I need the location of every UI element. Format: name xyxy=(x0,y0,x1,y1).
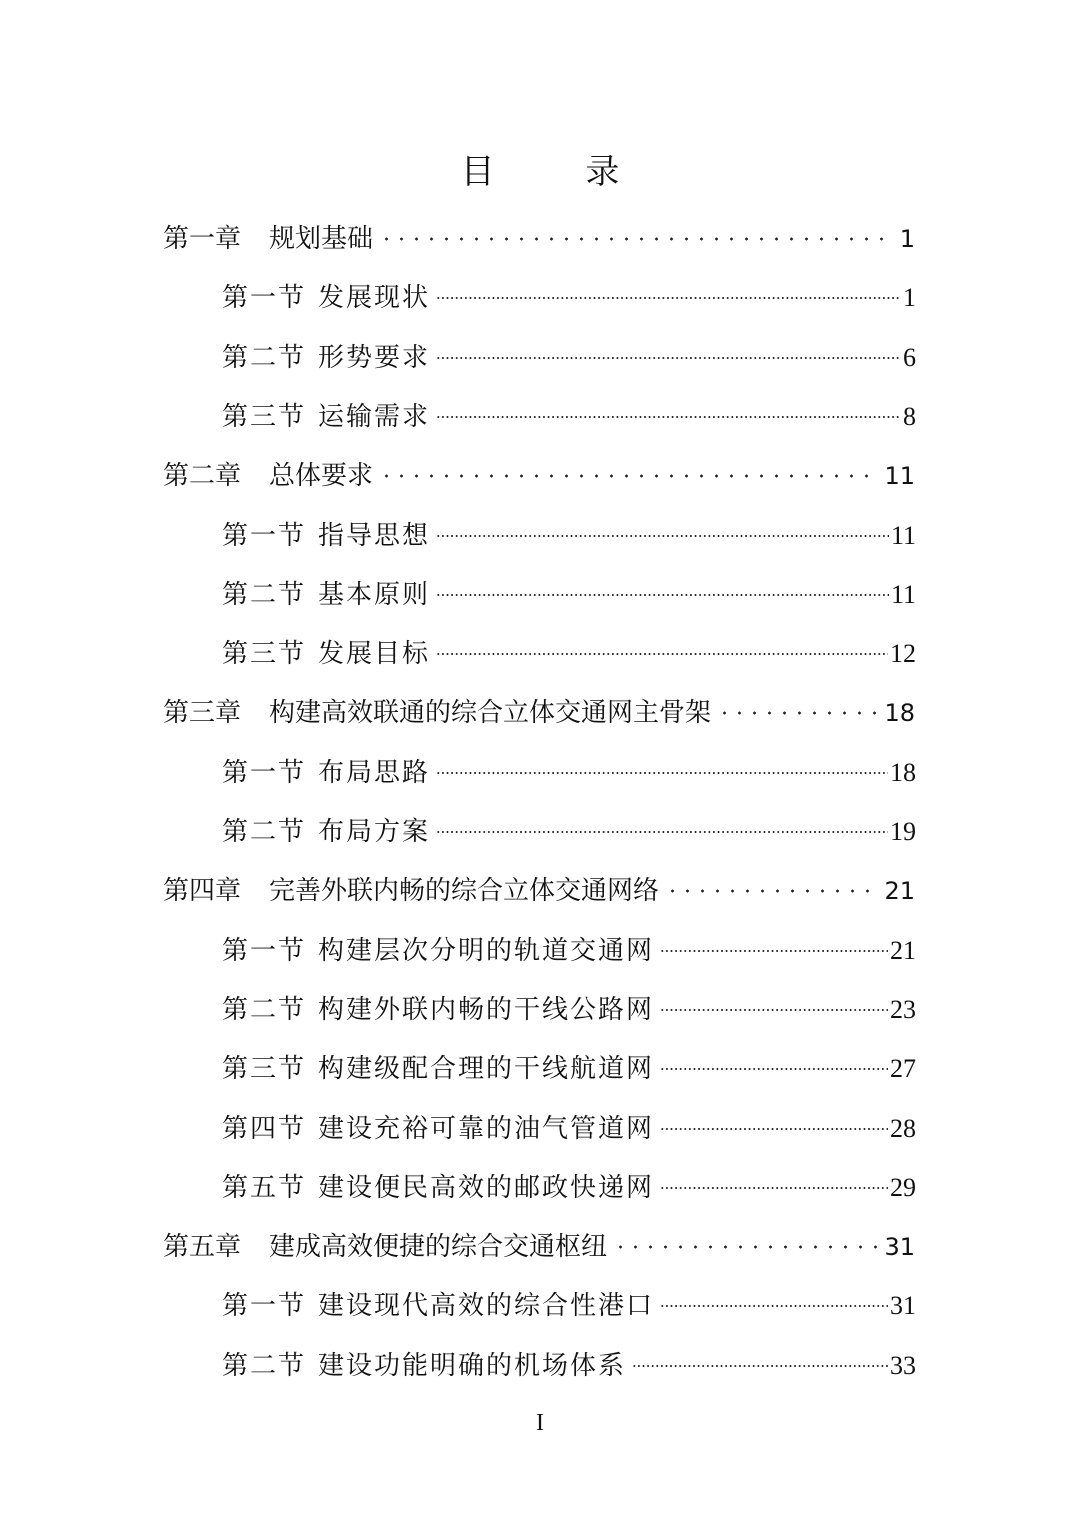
page-number: 31 xyxy=(890,1291,916,1321)
toc-entry-section[interactable] xyxy=(222,1048,916,1092)
section-title: 发展现状 xyxy=(318,283,431,314)
dot-leader xyxy=(436,771,888,775)
section-title: 布局方案 xyxy=(318,817,431,847)
section-number: 第二节 xyxy=(222,994,307,1025)
dot-leader xyxy=(379,474,878,478)
section-number: 第一节 xyxy=(222,520,307,551)
section-number: 第二节 xyxy=(222,817,307,847)
dot-leader xyxy=(436,415,901,419)
page-number: 29 xyxy=(890,1172,916,1202)
toc-entry-section[interactable] xyxy=(222,633,916,677)
page-number: 31 xyxy=(884,1233,915,1262)
toc-entry-chapter[interactable] xyxy=(163,692,915,736)
toc-entry-section[interactable] xyxy=(222,515,916,559)
toc-entry-section[interactable] xyxy=(222,989,916,1033)
chapter-title: 完善外联内畅的综合立体交通网络 xyxy=(269,876,660,907)
section-title: 建设充裕可靠的油气管道网 xyxy=(318,1113,655,1144)
dot-leader xyxy=(632,1364,888,1368)
page-number: 1 xyxy=(903,283,916,313)
dot-leader xyxy=(660,1304,888,1308)
section-number: 第三节 xyxy=(222,639,307,670)
page-number: 19 xyxy=(890,817,916,846)
toc-entry-section[interactable] xyxy=(222,1345,916,1389)
section-number: 第四节 xyxy=(222,1113,307,1144)
dot-leader xyxy=(436,534,889,538)
page-number: 18 xyxy=(890,757,916,787)
chapter-title: 建成高效便捷的综合交通枢纽 xyxy=(269,1232,608,1263)
section-title: 布局思路 xyxy=(318,757,431,788)
page-number: 11 xyxy=(890,579,916,609)
dot-leader xyxy=(436,830,888,834)
toc-entry-section[interactable] xyxy=(222,1285,916,1329)
toc-entry-section[interactable] xyxy=(222,574,916,618)
section-title: 构建层次分明的轨道交通网 xyxy=(318,935,655,966)
dot-leader xyxy=(436,356,901,360)
page-number: 12 xyxy=(890,639,916,669)
section-title: 建设现代高效的综合性港口 xyxy=(318,1291,655,1322)
section-number: 第二节 xyxy=(222,342,307,373)
section-title: 建设便民高效的邮政快递网 xyxy=(318,1172,655,1203)
page-number: 21 xyxy=(884,877,915,906)
chapter-title: 规划基础 xyxy=(269,224,374,254)
page-number: 8 xyxy=(903,401,916,431)
section-title: 发展目标 xyxy=(318,639,431,670)
toc-entry-section[interactable] xyxy=(222,337,916,381)
chapter-number: 第三章 xyxy=(163,698,242,729)
toc-entry-chapter[interactable] xyxy=(163,455,915,499)
chapter-number: 第二章 xyxy=(163,461,242,492)
chapter-number: 第四章 xyxy=(163,876,242,907)
section-title: 构建外联内畅的干线公路网 xyxy=(318,994,655,1025)
page-number: 33 xyxy=(890,1350,916,1380)
toc-entry-section[interactable] xyxy=(222,277,916,321)
dot-leader xyxy=(660,1186,888,1190)
section-number: 第三节 xyxy=(222,401,307,432)
section-title: 运输需求 xyxy=(318,401,431,432)
section-number: 第三节 xyxy=(222,1054,307,1085)
toc-entry-section[interactable] xyxy=(222,930,916,974)
toc-entry-section[interactable] xyxy=(222,1167,916,1211)
dot-leader xyxy=(660,1067,888,1071)
chapter-title: 总体要求 xyxy=(269,461,374,492)
page-number: 6 xyxy=(903,342,916,372)
dot-leader xyxy=(660,1008,888,1012)
toc-entry-section[interactable] xyxy=(222,811,916,855)
page-number: 18 xyxy=(884,699,915,728)
dot-leader xyxy=(436,296,901,300)
dot-leader xyxy=(660,1127,888,1131)
section-number: 第一节 xyxy=(222,283,307,314)
section-number: 第一节 xyxy=(222,1291,307,1322)
dot-leader xyxy=(665,889,878,893)
toc-entry-section[interactable] xyxy=(222,1108,916,1152)
page-number: 23 xyxy=(890,994,916,1024)
section-number: 第一节 xyxy=(222,935,307,966)
toc-entry-chapter[interactable] xyxy=(163,870,915,914)
chapter-number: 第五章 xyxy=(163,1232,242,1263)
section-title: 基本原则 xyxy=(318,579,431,610)
section-title: 建设功能明确的机场体系 xyxy=(318,1350,627,1381)
section-number: 第一节 xyxy=(222,757,307,788)
page-footer-number: I xyxy=(536,1410,544,1436)
dot-leader xyxy=(613,1245,878,1249)
page-number: 1 xyxy=(899,225,915,253)
dot-leader xyxy=(660,949,888,953)
dot-leader xyxy=(379,237,894,241)
section-title: 形势要求 xyxy=(318,342,431,373)
dot-leader xyxy=(436,593,889,597)
section-number: 第二节 xyxy=(222,1350,307,1381)
chapter-number: 第一章 xyxy=(163,224,242,254)
section-number: 第二节 xyxy=(222,579,307,610)
toc-entry-section[interactable] xyxy=(222,752,916,796)
toc-entry-section[interactable] xyxy=(222,396,916,440)
section-title: 构建级配合理的干线航道网 xyxy=(318,1054,655,1085)
chapter-title: 构建高效联通的综合立体交通网主骨架 xyxy=(269,698,712,729)
dot-leader xyxy=(436,652,888,656)
page-title: 目 录 xyxy=(460,152,660,192)
dot-leader xyxy=(717,711,878,715)
page-number: 27 xyxy=(890,1054,916,1084)
page-number: 11 xyxy=(884,462,915,491)
section-title: 指导思想 xyxy=(318,520,431,551)
toc-entry-chapter[interactable] xyxy=(163,218,915,262)
page-number: 21 xyxy=(890,935,916,965)
page-number: 11 xyxy=(890,520,916,550)
toc-entry-chapter[interactable] xyxy=(163,1226,915,1270)
section-number: 第五节 xyxy=(222,1172,307,1203)
page-number: 28 xyxy=(890,1113,916,1143)
